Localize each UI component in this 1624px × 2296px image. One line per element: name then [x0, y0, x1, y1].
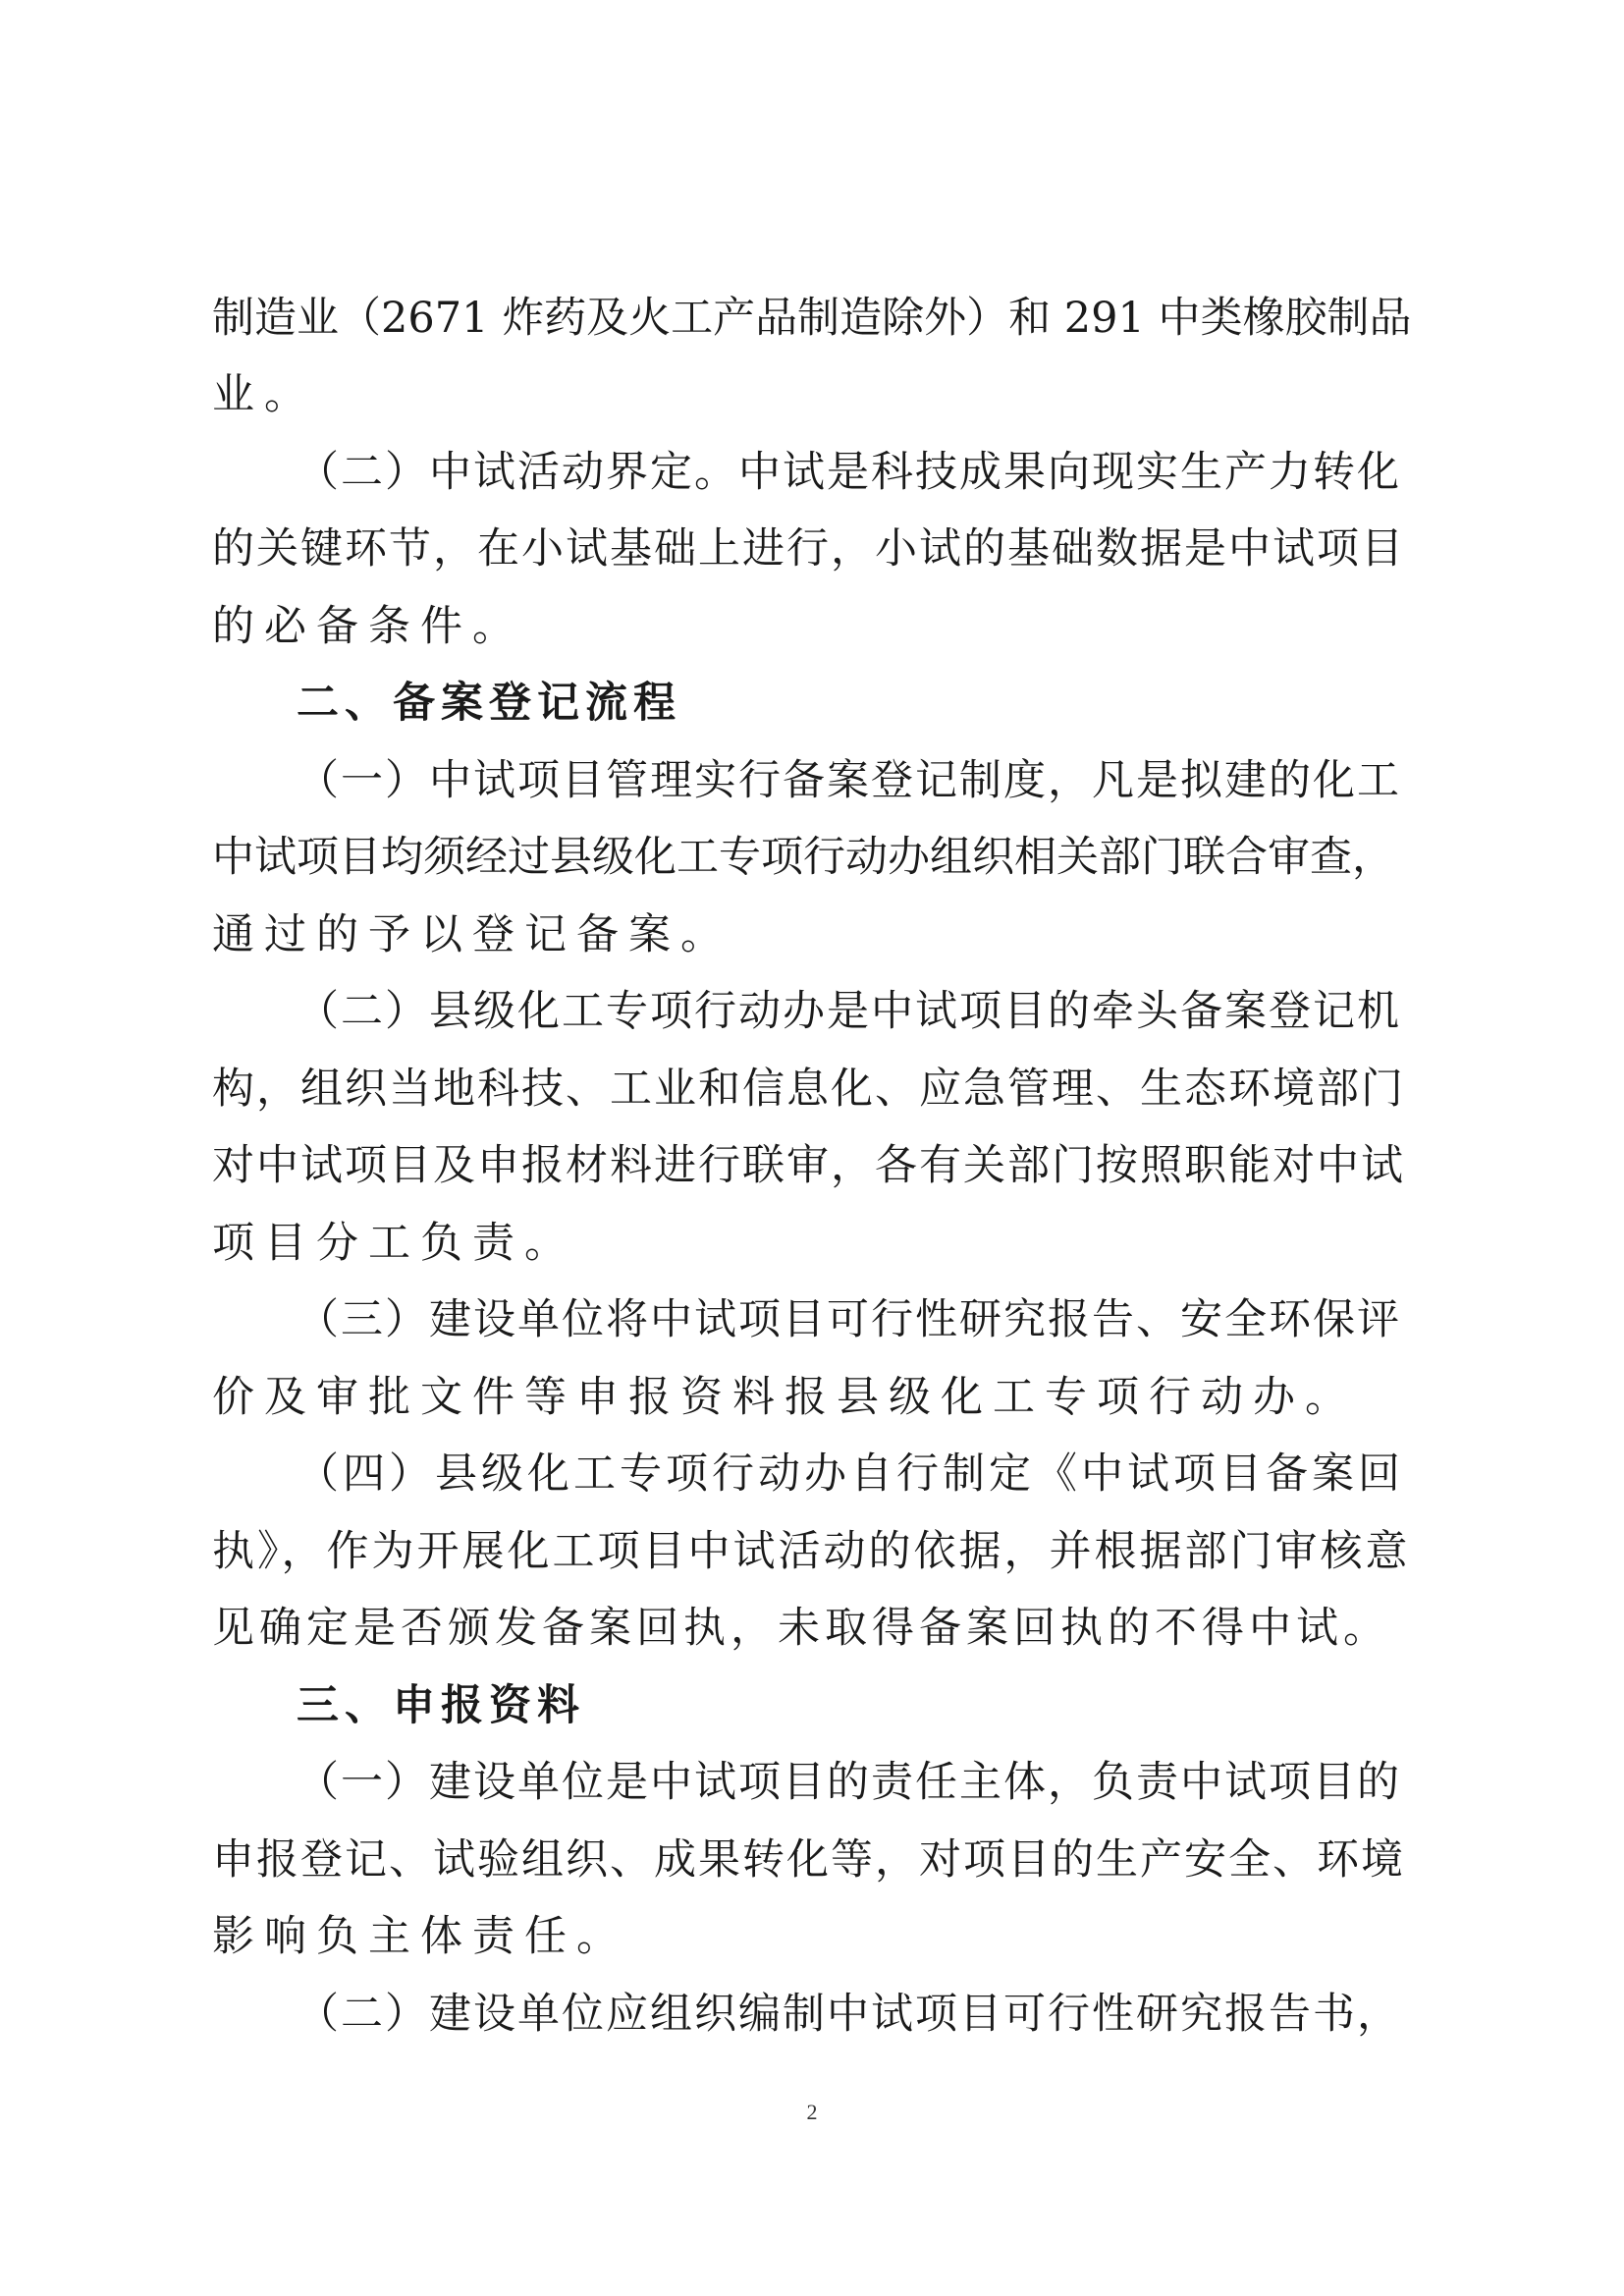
body-text-line: （一）建设单位是中试项目的责任主体，负责中试项目的 [297, 1758, 1401, 1807]
body-text-line: 项目分工负责。 [212, 1219, 576, 1268]
body-text-line: 申报登记、试验组织、成果转化等，对项目的生产安全、环境 [212, 1835, 1405, 1885]
body-text-line: （二）建设单位应组织编制中试项目可行性研究报告书， [297, 1990, 1401, 2039]
body-text-line: 价及审批文件等申报资料报县级化工专项行动办。 [212, 1373, 1357, 1422]
body-text-line: 执》，作为开展化工项目中试活动的依据，并根据部门审核意 [212, 1527, 1411, 1576]
section-heading: 三、申报资料 [297, 1681, 585, 1730]
body-text-line: 见确定是否颁发备案回执，未取得备案回执的不得中试。 [212, 1604, 1390, 1653]
body-text-line: 影响负主体责任。 [212, 1912, 628, 1961]
body-text-line: （三）建设单位将中试项目可行性研究报告、安全环保评 [297, 1295, 1401, 1344]
page-number: 2 [806, 2100, 818, 2124]
body-text-line: 中试项目均须经过县级化工专项行动办组织相关部门联合审查， [212, 833, 1394, 882]
body-text-line: （二）县级化工专项行动办是中试项目的牵头备案登记机 [297, 987, 1401, 1036]
body-text-line: 的必备条件。 [212, 602, 524, 651]
body-text-line: （四）县级化工专项行动办自行制定《中试项目备案回 [297, 1449, 1404, 1499]
body-text-line: 业。 [212, 370, 316, 419]
body-text-line: 对中试项目及申报材料进行联审，各有关部门按照职能对中试 [212, 1141, 1405, 1190]
body-text-line: 的关键环节，在小试基础上进行，小试的基础数据是中试项目 [212, 524, 1405, 574]
body-text-line: （一）中试项目管理实行备案登记制度，凡是拟建的化工 [297, 756, 1401, 805]
body-text-line: 制造业（2671 炸药及火工产品制造除外）和 291 中类橡胶制品 [212, 294, 1412, 343]
body-text-line: （二）中试活动界定。中试是科技成果向现实生产力转化 [297, 448, 1401, 497]
section-heading: 二、备案登记流程 [297, 679, 681, 728]
body-text-line: 构，组织当地科技、工业和信息化、应急管理、生态环境部门 [212, 1065, 1405, 1114]
body-text-line: 通过的予以登记备案。 [212, 910, 732, 959]
